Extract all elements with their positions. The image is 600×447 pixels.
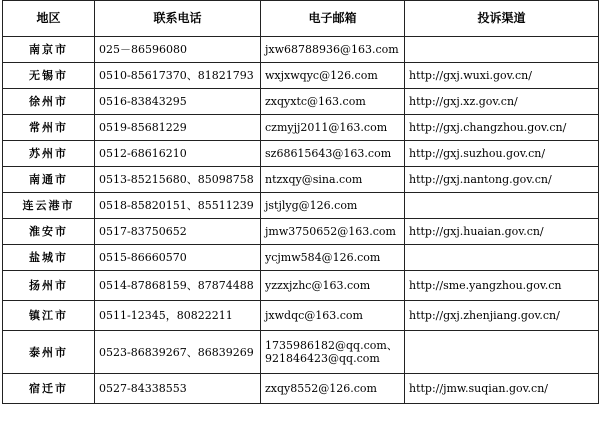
phone-cell: 0523-86839267、86839269 (95, 331, 261, 374)
region-cell: 泰州市 (3, 331, 95, 374)
email-cell: ycjmw584@126.com (261, 245, 405, 271)
table-row (3, 331, 599, 374)
email-cell: wxjxwqyc@126.com (261, 63, 405, 89)
region-cell: 连云港市 (3, 193, 95, 219)
channel-cell (405, 193, 599, 219)
table-row (3, 63, 599, 89)
phone-cell: 0514-87868159、87874488 (95, 271, 261, 301)
email-cell: jmw3750652@163.com (261, 219, 405, 245)
channel-cell (405, 245, 599, 271)
header-channel: 投诉渠道 (405, 1, 599, 37)
phone-cell: 0515-86660570 (95, 245, 261, 271)
phone-cell: 0516-83843295 (95, 89, 261, 115)
region-cell: 淮安市 (3, 219, 95, 245)
channel-link[interactable]: http://gxj.nantong.gov.cn/ (405, 167, 599, 193)
header-row (3, 1, 599, 37)
email-line: 1735986182@qq.com、 (265, 339, 398, 352)
channel-cell (405, 331, 599, 374)
region-cell: 无锡市 (3, 63, 95, 89)
channel-link[interactable]: http://gxj.xz.gov.cn/ (405, 89, 599, 115)
header-region: 地区 (3, 1, 95, 37)
channel-link[interactable]: http://jmw.suqian.gov.cn/ (405, 374, 599, 404)
table-row (3, 245, 599, 271)
phone-cell: 0519-85681229 (95, 115, 261, 141)
region-cell: 苏州市 (3, 141, 95, 167)
table-row (3, 193, 599, 219)
channel-link[interactable]: http://gxj.huaian.gov.cn/ (405, 219, 599, 245)
table-row (3, 37, 599, 63)
email-cell: jxw68788936@163.com (261, 37, 405, 63)
phone-cell: 0517-83750652 (95, 219, 261, 245)
phone-cell: 0512-68616210 (95, 141, 261, 167)
phone-cell: 0510-85617370、81821793 (95, 63, 261, 89)
region-cell: 南通市 (3, 167, 95, 193)
table-row (3, 271, 599, 301)
channel-cell (405, 37, 599, 63)
email-cell: ntzxqy@sina.com (261, 167, 405, 193)
channel-link[interactable]: http://gxj.changzhou.gov.cn/ (405, 115, 599, 141)
header-phone: 联系电话 (95, 1, 261, 37)
table-row (3, 167, 599, 193)
channel-link[interactable]: http://sme.yangzhou.gov.cn (405, 271, 599, 301)
region-cell: 盐城市 (3, 245, 95, 271)
table-row (3, 219, 599, 245)
region-cell: 镇江市 (3, 301, 95, 331)
email-cell: zxqyxtc@163.com (261, 89, 405, 115)
table-row (3, 115, 599, 141)
table-row (3, 374, 599, 404)
region-cell: 常州市 (3, 115, 95, 141)
phone-cell: 0518-85820151、85511239 (95, 193, 261, 219)
email-line: 921846423@qq.com (265, 352, 380, 365)
email-cell: zxqy8552@126.com (261, 374, 405, 404)
email-cell: jstjlyg@126.com (261, 193, 405, 219)
email-cell: czmyjj2011@163.com (261, 115, 405, 141)
email-cell (261, 331, 405, 374)
email-cell: yzzxjzhc@163.com (261, 271, 405, 301)
phone-cell: 025－86596080 (95, 37, 261, 63)
region-cell: 宿迁市 (3, 374, 95, 404)
region-cell: 徐州市 (3, 89, 95, 115)
phone-cell: 0513-85215680、85098758 (95, 167, 261, 193)
phone-cell: 0527-84338553 (95, 374, 261, 404)
contact-table (2, 0, 599, 404)
header-email: 电子邮箱 (261, 1, 405, 37)
channel-link[interactable]: http://gxj.zhenjiang.gov.cn/ (405, 301, 599, 331)
table-row (3, 89, 599, 115)
channel-link[interactable]: http://gxj.wuxi.gov.cn/ (405, 63, 599, 89)
phone-cell: 0511-12345，80822211 (95, 301, 261, 331)
region-cell: 南京市 (3, 37, 95, 63)
region-cell: 扬州市 (3, 271, 95, 301)
channel-link[interactable]: http://gxj.suzhou.gov.cn/ (405, 141, 599, 167)
table-row (3, 141, 599, 167)
table-row (3, 301, 599, 331)
email-cell: jxwdqc@163.com (261, 301, 405, 331)
email-cell: sz68615643@163.com (261, 141, 405, 167)
